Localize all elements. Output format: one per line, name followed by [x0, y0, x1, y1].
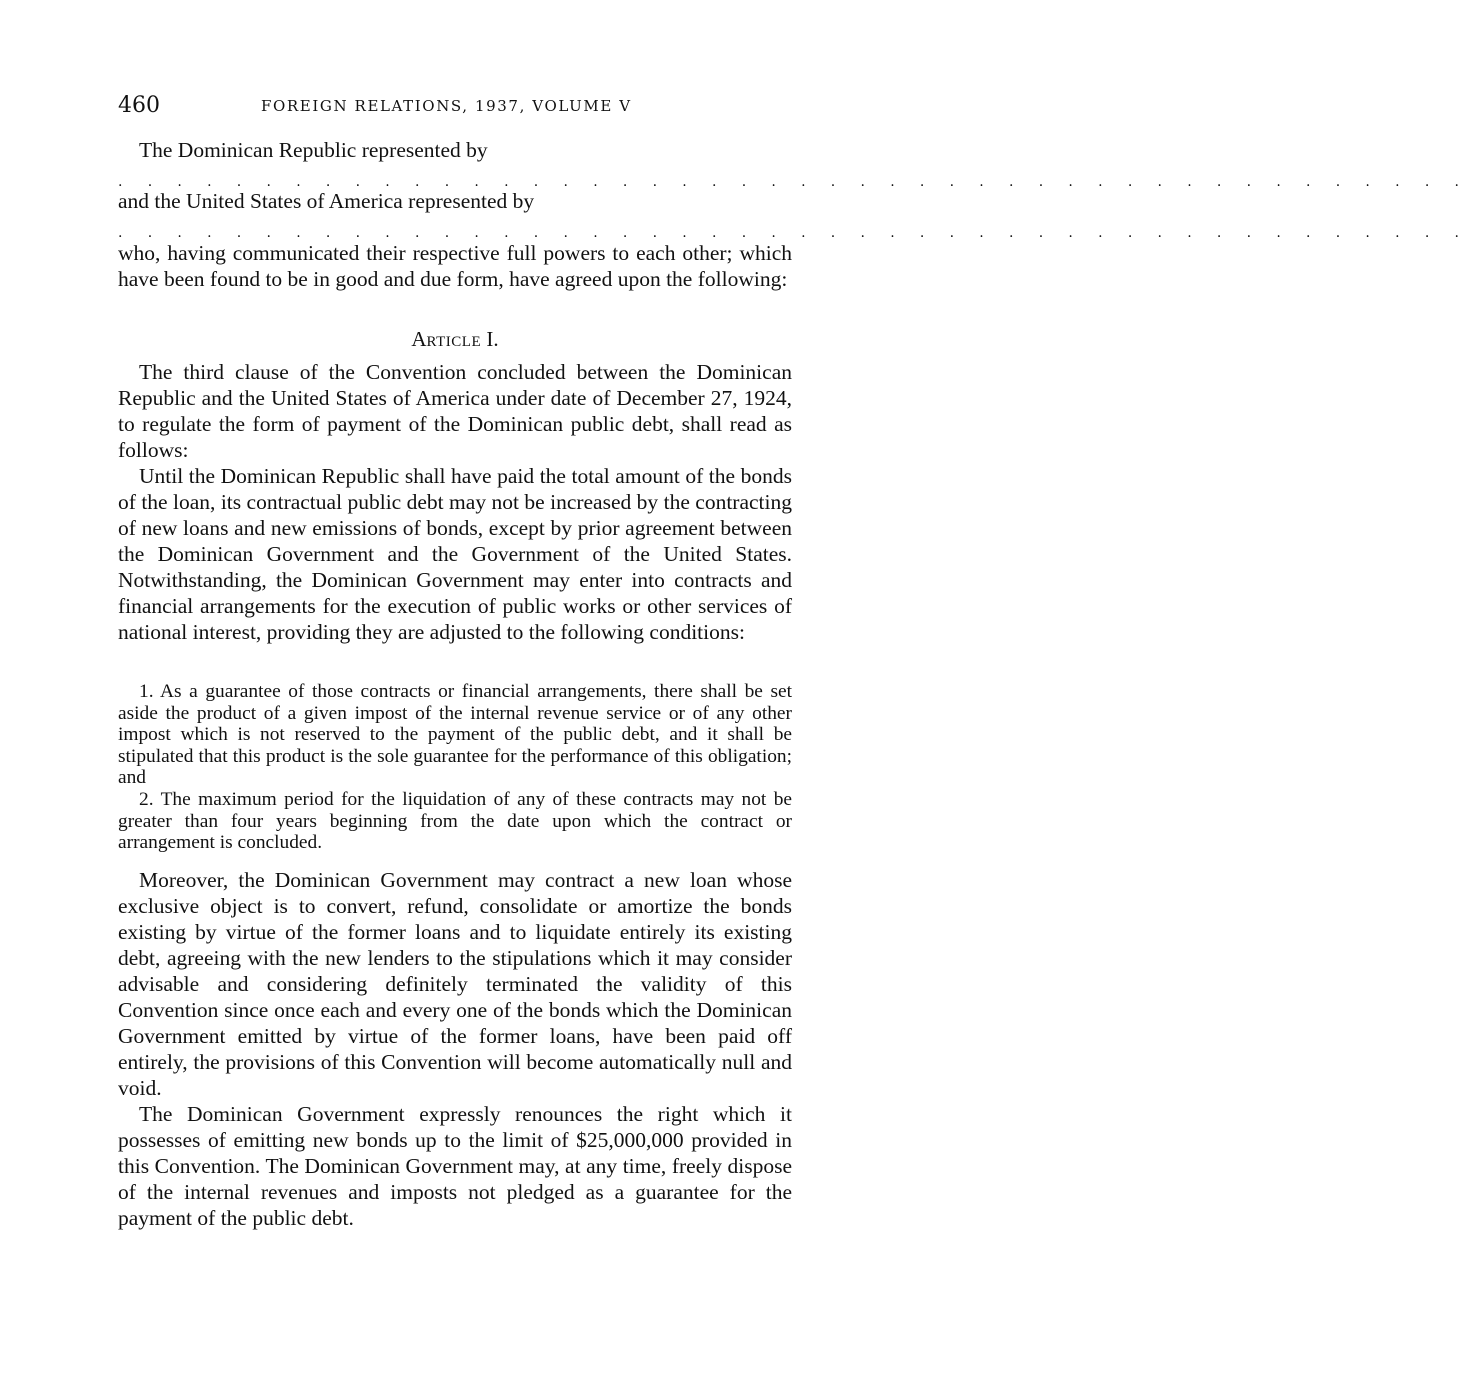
running-title: FOREIGN RELATIONS, 1937, VOLUME V	[261, 97, 632, 115]
renounces-paragraph: The Dominican Government expressly renounces the right which it possesses of emitting new bonds up to the limit of $25,000,000 provided in this Convention. The Dominican Government may, at any time, freely dispose of the internal revenues and imposts not pledged as a guarantee for the payment of the public debt.	[118, 1102, 792, 1230]
article-heading	[118, 327, 792, 352]
moreover-paragraph: Moreover, the Dominican Government may contract a new loan whose exclusive object is to convert, refund, consolidate or amortize the bonds existing by virtue of the former loans and to liquidate entirely its existing debt, agreeing with the new lenders to the stipulations which it may consider advisable and considering definitely terminated the validity of this Convention since once each and every one of the bonds which the Dominican Government emitted by virtue of the former loans, have been paid off entirely, the provisions of this Convention will become automatically null and void.	[118, 868, 792, 1100]
page-number: 460	[118, 93, 160, 118]
us-represented-line: and the United States of America represented by	[118, 189, 535, 213]
until-paragraph: Until the Dominican Republic shall have paid the total amount of the bonds of the loan, its contractual public debt may not be increased by the contracting of new loans and new emissions of bonds, except by prior agreement between the Dominican Government and the Government of the United States. Notwithstanding, the Dominican Government may enter into contracts and financial arrangements for the execution of public works or other services of national interest, providing they are adjusted to the following conditions:	[118, 464, 792, 644]
article-heading-initial: A	[411, 327, 427, 351]
full-powers-paragraph: who, having communicated their respective full powers to each other; which have been found to be in good and due form, have agreed upon the following:	[118, 241, 792, 291]
signatory-dots-1: . . . . . . . . . . . . . . . . . . . . . . . . . . . . . . . . . . . . . . . . . . . . . .	[118, 174, 1469, 190]
page-header	[118, 93, 792, 123]
condition-2: 2. The maximum period for the liquidation of any of these contracts may not be greater than four years beginning from the date upon which the contract or arrangement is concluded.	[118, 789, 792, 853]
article-heading-number: I.	[481, 327, 499, 351]
dominican-represented-line: The Dominican Republic represented by	[139, 138, 488, 162]
signatory-dots-2: . . . . . . . . . . . . . . . . . . . . . . . . . . . . . . . . . . . . . . . . . . . . . .	[118, 225, 1469, 241]
article-heading-smallcaps: RTICLE	[426, 334, 482, 350]
condition-1: 1. As a guarantee of those contracts or financial arrangements, there shall be set aside the product of a given impost of the internal revenue service or of any other impost which is not reserved to the payment of the public debt, and it shall be stipulated that this product is the sole guarantee for the performance of this obligation; and	[118, 681, 792, 788]
third-clause-paragraph: The third clause of the Convention concluded between the Dominican Republic and the United States of America under date of December 27, 1924, to regulate the form of payment of the Dominican public debt, shall read as follows:	[118, 360, 792, 462]
